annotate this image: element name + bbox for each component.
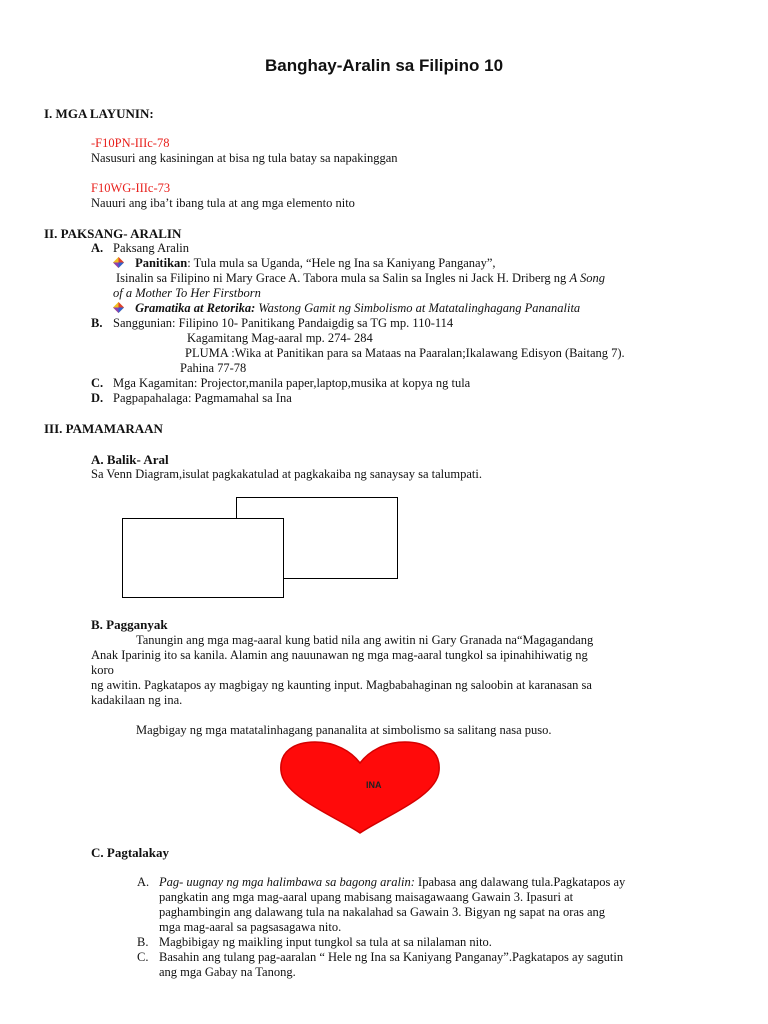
gramatika-text: Wastong Gamit ng Simbolismo at Matatalinghagang Pananalita [255, 301, 581, 315]
panitikan-text: : Tula mula sa Uganda, “Hele ng Ina sa Kaniyang Panganay”, [187, 256, 496, 270]
colored-diamond-bullet-icon [113, 302, 124, 313]
panitikan-line-2-title: A Song [569, 271, 605, 285]
pagtalakay-item-a-line-1 [159, 875, 625, 890]
list-letter-c: C. [91, 376, 104, 390]
list-letter-b: B. [91, 316, 103, 330]
pagtalakay-item-c-line-2: ang mga Gabay na Tanong. [159, 965, 296, 979]
pagtalakay-item-a-line-2: pangkatin ang mga mag-aaral upang mabisang maisagawaang Gawain 3. Ipasuri at [159, 890, 574, 904]
pagtalakay-letter-a: A. [137, 875, 150, 889]
list-letter-a: A. [91, 241, 104, 255]
kagamitan-text: Mga Kagamitan: Projector,manila paper,laptop,musika at kopya ng tula [113, 376, 471, 390]
section-2-heading: II. PAKSANG- ARALIN [44, 226, 182, 241]
gramatika-label: Gramatika at Retorika: [135, 301, 256, 315]
colored-diamond-bullet-icon [113, 257, 124, 268]
pagtalakay-item-a-text: Ipabasa ang dalawang tula.Pagkatapos ay [414, 875, 626, 889]
balik-aral-text: Sa Venn Diagram,isulat pagkakatulad at pagkakaiba ng sanaysay sa talumpati. [91, 467, 482, 481]
pagpapahalaga-text: Pagpapahalaga: Pagmamahal sa Ina [113, 391, 292, 405]
paksang-aralin-label: Paksang Aralin [113, 241, 190, 255]
pagtalakay-item-a-line-3: paghambingin ang dalawang tula na nakalahad sa Gawain 3. Bigyan ng sapat na oras ang [159, 905, 606, 919]
panitikan-line-3: of a Mother To Her Firstborn [113, 286, 261, 300]
pagtalakay-heading: C. Pagtalakay [91, 845, 169, 860]
venn-box-left [122, 518, 284, 598]
pagganyak-line-5: kadakilaan ng ina. [91, 693, 183, 707]
pagtalakay-item-b-line-1: Magbibigay ng maikling input tungkol sa tula at sa nilalaman nito. [159, 935, 492, 949]
section-3-heading: III. PAMAMARAAN [44, 421, 163, 436]
objective-text-1: Nasusuri ang kasiningan at bisa ng tula batay sa napakinggan [91, 151, 398, 165]
objective-text-2: Nauuri ang iba’t ibang tula at ang mga elemento nito [91, 196, 355, 210]
pagtalakay-letter-b: B. [137, 935, 149, 949]
sanggunian-line-4: Pahina 77-78 [180, 361, 247, 375]
list-letter-d: D. [91, 391, 104, 405]
pagtalakay-item-a-lead: Pag- uugnay ng mga halimbawa sa bagong aralin: [159, 875, 415, 889]
panitikan-line-2-text: Isinalin sa Filipino ni Mary Grace A. Tabora mula sa Salin sa Ingles ni Jack H. Driberg ng [116, 271, 570, 285]
section-1-heading: I. MGA LAYUNIN: [44, 106, 154, 121]
bullet-gramatika [113, 301, 580, 316]
panitikan-label: Panitikan [135, 256, 188, 270]
pagtalakay-item-c-line-1: Basahin ang tulang pag-aaralan “ Hele ng Ina sa Kaniyang Panganay”.Pagkatapos ay sagutin [159, 950, 624, 964]
pagtalakay-item-a-line-4: mga mag-aaral sa pagsasagawa nito. [159, 920, 342, 934]
pagganyak-line-6: Magbigay ng mga matatalinhagang pananalita at simbolismo sa salitang nasa puso. [136, 723, 552, 737]
objective-code-2: F10WG-IIIc-73 [91, 181, 171, 195]
pagganyak-line-3: koro [91, 663, 114, 677]
pagganyak-line-2: Anak Iparinig ito sa kanila. Alamin ang nauunawan ng mga mag-aaral tungkol sa ipinahihiwatig ng [91, 648, 588, 662]
heart-icon [277, 739, 443, 835]
panitikan-line-2 [116, 271, 605, 286]
page-title: Banghay-Aralin sa Filipino 10 [264, 56, 504, 75]
balik-aral-heading: A. Balik- Aral [91, 452, 169, 467]
pagtalakay-letter-c: C. [137, 950, 149, 964]
pagganyak-line-4: ng awitin. Pagkatapos ay magbigay ng kaunting input. Magbabahaginan ng saloobin at karanasan sa [91, 678, 592, 692]
sanggunian-line-3: PLUMA :Wika at Panitikan para sa Mataas na Paaralan;Ikalawang Edisyon (Baitang 7). [185, 346, 625, 360]
pagganyak-heading: B. Pagganyak [91, 617, 168, 632]
sanggunian-line-2: Kagamitang Mag-aaral mp. 274- 284 [187, 331, 373, 345]
heart-label: INA [366, 780, 382, 790]
bullet-panitikan [113, 256, 496, 271]
pagganyak-line-1: Tanungin ang mga mag-aaral kung batid nila ang awitin ni Gary Granada na“Magagandang [136, 633, 594, 647]
objective-code-1: -F10PN-IIIc-78 [91, 136, 170, 150]
sanggunian-line-1: Sanggunian: Filipino 10- Panitikang Pandaigdig sa TG mp. 110-114 [113, 316, 454, 330]
